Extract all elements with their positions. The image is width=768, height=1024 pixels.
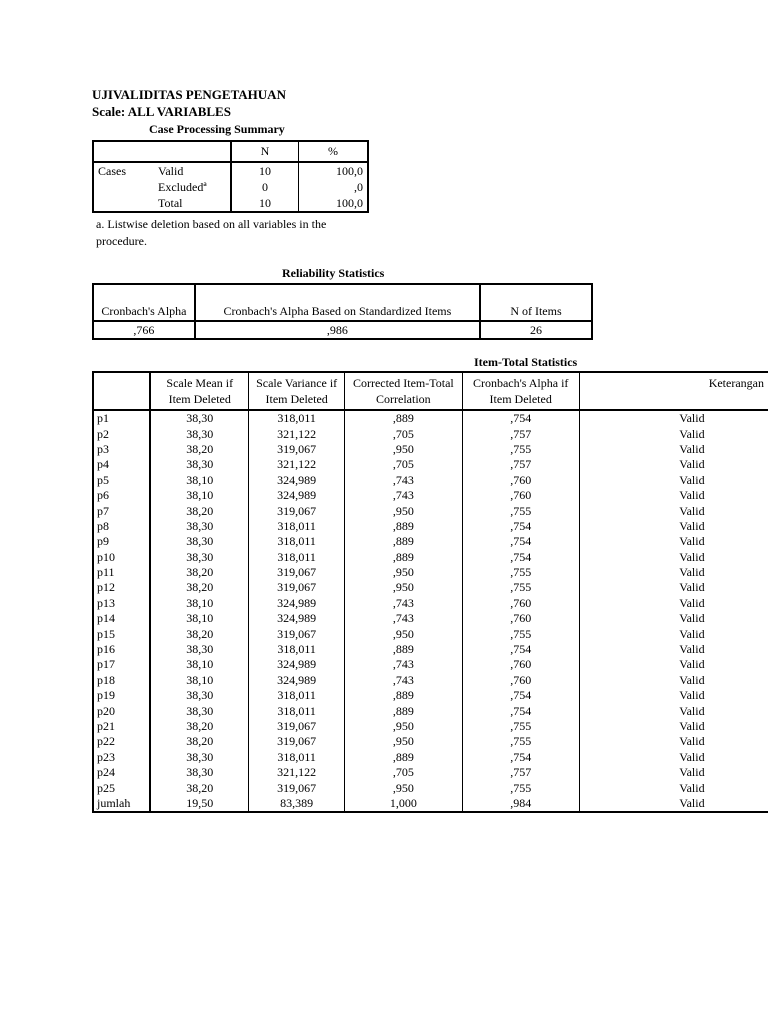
reliability-table — [92, 283, 593, 340]
scale-mean: 38,20 — [150, 580, 248, 595]
corrected-correlation: ,950 — [345, 734, 462, 749]
alpha-if-deleted: ,760 — [462, 473, 579, 488]
header-scale-variance: Scale Variance if Item Deleted — [249, 372, 345, 410]
scale-mean: 38,10 — [150, 488, 248, 503]
scale-heading: Scale: ALL VARIABLES — [92, 104, 231, 119]
alpha-if-deleted: ,754 — [462, 642, 579, 657]
corrected-correlation: ,889 — [345, 550, 462, 565]
scale-variance: 324,989 — [249, 611, 345, 626]
alpha-if-deleted: ,755 — [462, 780, 579, 795]
scale-variance: 318,011 — [249, 534, 345, 549]
keterangan: Valid — [679, 642, 705, 657]
item-label: p5 — [93, 473, 150, 488]
item-label: p2 — [93, 426, 150, 441]
scale-mean: 19,50 — [150, 796, 248, 812]
footnote: a. Listwise deletion based on all variables in the procedure. — [96, 217, 327, 248]
scale-mean: 38,20 — [150, 719, 248, 734]
scale-variance: 321,122 — [249, 457, 345, 472]
scale-mean: 38,20 — [150, 565, 248, 580]
item-label: p12 — [93, 580, 150, 595]
item-label: p9 — [93, 534, 150, 549]
scale-variance: 83,389 — [249, 796, 345, 812]
corrected-correlation: ,950 — [345, 719, 462, 734]
corrected-correlation: ,950 — [345, 780, 462, 795]
table-row — [93, 688, 768, 703]
keterangan: Valid — [679, 688, 705, 703]
table-row — [93, 703, 768, 718]
scale-variance: 324,989 — [249, 596, 345, 611]
table-row — [93, 780, 768, 795]
table-row — [93, 611, 768, 626]
row-n: 10 — [231, 195, 299, 212]
alpha-if-deleted: ,755 — [462, 442, 579, 457]
scale-mean: 38,10 — [150, 673, 248, 688]
item-label: p15 — [93, 626, 150, 641]
scale-variance: 319,067 — [249, 719, 345, 734]
scale-variance: 318,011 — [249, 550, 345, 565]
table-row — [93, 580, 768, 595]
scale-mean: 38,10 — [150, 611, 248, 626]
corrected-correlation: ,889 — [345, 642, 462, 657]
corrected-correlation: ,889 — [345, 703, 462, 718]
corrected-correlation: ,889 — [345, 688, 462, 703]
corrected-correlation: ,950 — [345, 503, 462, 518]
alpha-if-deleted: ,760 — [462, 596, 579, 611]
scale-variance: 318,011 — [249, 688, 345, 703]
item-label: p22 — [93, 734, 150, 749]
alpha-if-deleted: ,984 — [462, 796, 579, 812]
alpha-if-deleted: ,754 — [462, 410, 579, 426]
alpha-value: ,766 — [93, 321, 195, 339]
table-row — [93, 596, 768, 611]
scale-mean: 38,30 — [150, 426, 248, 441]
alpha-if-deleted: ,760 — [462, 657, 579, 672]
scale-mean: 38,30 — [150, 550, 248, 565]
item-label: p13 — [93, 596, 150, 611]
row-label: Valid — [154, 162, 231, 179]
header-alpha-if-deleted: Cronbach's Alpha if Item Deleted — [462, 372, 579, 410]
cases-label: Cases — [98, 163, 126, 178]
keterangan: Valid — [679, 411, 705, 426]
alpha-if-deleted: ,757 — [462, 765, 579, 780]
scale-variance: 318,011 — [249, 519, 345, 534]
row-n: 10 — [231, 162, 299, 179]
keterangan: Valid — [679, 765, 705, 780]
keterangan: Valid — [679, 488, 705, 503]
alpha-if-deleted: ,760 — [462, 488, 579, 503]
alpha-if-deleted: ,755 — [462, 626, 579, 641]
case-processing-title: Case Processing Summary — [149, 122, 285, 136]
keterangan: Valid — [679, 611, 705, 626]
keterangan: Valid — [679, 549, 705, 564]
alpha-if-deleted: ,755 — [462, 580, 579, 595]
keterangan: Valid — [679, 426, 705, 441]
scale-mean: 38,30 — [150, 703, 248, 718]
alpha-if-deleted: ,754 — [462, 519, 579, 534]
item-label: jumlah — [93, 796, 150, 812]
standardized-value: ,986 — [195, 321, 480, 339]
scale-variance: 319,067 — [249, 780, 345, 795]
row-pct: 100,0 — [336, 163, 363, 178]
item-label: p8 — [93, 519, 150, 534]
page-heading: UJIVALIDITAS PENGETAHUAN — [92, 87, 286, 102]
scale-mean: 38,30 — [150, 765, 248, 780]
scale-variance: 319,067 — [249, 734, 345, 749]
corrected-correlation: ,950 — [345, 565, 462, 580]
keterangan: Valid — [679, 703, 705, 718]
table-row — [93, 426, 768, 441]
scale-variance: 324,989 — [249, 488, 345, 503]
table-row — [93, 765, 768, 780]
item-label: p25 — [93, 780, 150, 795]
scale-mean: 38,30 — [150, 519, 248, 534]
alpha-if-deleted: ,755 — [462, 565, 579, 580]
table-row — [93, 410, 768, 426]
scale-variance: 318,011 — [249, 703, 345, 718]
row-label: Total — [154, 195, 231, 212]
corrected-correlation: ,743 — [345, 657, 462, 672]
scale-variance: 318,011 — [249, 642, 345, 657]
alpha-if-deleted: ,757 — [462, 426, 579, 441]
item-label: p18 — [93, 673, 150, 688]
header-corrected-correlation: Corrected Item-Total Correlation — [345, 372, 462, 410]
scale-mean: 38,20 — [150, 503, 248, 518]
keterangan: Valid — [679, 780, 705, 795]
scale-mean: 38,10 — [150, 473, 248, 488]
item-label: p24 — [93, 765, 150, 780]
header-scale-mean: Scale Mean if Item Deleted — [150, 372, 248, 410]
item-label: p4 — [93, 457, 150, 472]
corrected-correlation: ,889 — [345, 534, 462, 549]
alpha-if-deleted: ,754 — [462, 534, 579, 549]
corrected-correlation: ,743 — [345, 596, 462, 611]
item-label: p6 — [93, 488, 150, 503]
corrected-correlation: ,743 — [345, 473, 462, 488]
scale-variance: 319,067 — [249, 580, 345, 595]
item-label: p21 — [93, 719, 150, 734]
row-pct: ,0 — [354, 179, 363, 194]
keterangan: Valid — [679, 565, 705, 580]
corrected-correlation: 1,000 — [345, 796, 462, 812]
row-n: 0 — [231, 179, 299, 195]
keterangan: Valid — [679, 580, 705, 595]
scale-mean: 38,30 — [150, 750, 248, 765]
keterangan: Valid — [679, 518, 705, 533]
keterangan: Valid — [679, 734, 705, 749]
corrected-correlation: ,705 — [345, 426, 462, 441]
corrected-correlation: ,705 — [345, 457, 462, 472]
alpha-if-deleted: ,754 — [462, 703, 579, 718]
keterangan: Valid — [679, 749, 705, 764]
table-row — [93, 488, 768, 503]
alpha-if-deleted: ,755 — [462, 734, 579, 749]
col-pct-header: % — [299, 141, 369, 162]
keterangan: Valid — [679, 472, 705, 487]
table-row — [93, 719, 768, 734]
table-row — [93, 457, 768, 472]
corrected-correlation: ,743 — [345, 673, 462, 688]
header-alpha: Cronbach's Alpha — [93, 284, 195, 321]
alpha-if-deleted: ,754 — [462, 550, 579, 565]
scale-mean: 38,30 — [150, 457, 248, 472]
row-pct: 100,0 — [336, 195, 363, 210]
keterangan: Valid — [679, 795, 705, 810]
n-items-value: 26 — [529, 322, 542, 337]
corrected-correlation: ,743 — [345, 611, 462, 626]
item-label: p1 — [93, 410, 150, 426]
scale-variance: 319,067 — [249, 503, 345, 518]
alpha-if-deleted: ,755 — [462, 503, 579, 518]
scale-mean: 38,20 — [150, 780, 248, 795]
scale-variance: 321,122 — [249, 426, 345, 441]
table-row — [93, 534, 768, 549]
alpha-if-deleted: ,757 — [462, 457, 579, 472]
scale-mean: 38,30 — [150, 642, 248, 657]
case-processing-table — [92, 140, 369, 213]
row-label: Excludedª — [154, 179, 231, 195]
alpha-if-deleted: ,760 — [462, 611, 579, 626]
item-label: p19 — [93, 688, 150, 703]
scale-mean: 38,10 — [150, 596, 248, 611]
scale-variance: 318,011 — [249, 410, 345, 426]
table-row — [93, 750, 768, 765]
item-label: p3 — [93, 442, 150, 457]
item-label: p10 — [93, 550, 150, 565]
keterangan: Valid — [679, 626, 705, 641]
corrected-correlation: ,705 — [345, 765, 462, 780]
header-n-items: N of Items — [480, 284, 592, 321]
scale-variance: 324,989 — [249, 657, 345, 672]
item-label: p7 — [93, 503, 150, 518]
reliability-title: Reliability Statistics — [282, 266, 385, 280]
keterangan: Valid — [679, 672, 705, 687]
scale-mean: 38,20 — [150, 626, 248, 641]
scale-mean: 38,30 — [150, 410, 248, 426]
alpha-if-deleted: ,760 — [462, 673, 579, 688]
table-row — [93, 565, 768, 580]
keterangan: Valid — [679, 503, 705, 518]
corrected-correlation: ,950 — [345, 442, 462, 457]
header-keterangan: Keterangan — [579, 372, 768, 410]
keterangan: Valid — [679, 595, 705, 610]
corrected-correlation: ,950 — [345, 626, 462, 641]
table-row — [93, 642, 768, 657]
corrected-correlation: ,889 — [345, 519, 462, 534]
corrected-correlation: ,743 — [345, 488, 462, 503]
scale-mean: 38,30 — [150, 688, 248, 703]
corrected-correlation: ,889 — [345, 750, 462, 765]
scale-mean: 38,30 — [150, 534, 248, 549]
table-row — [93, 519, 768, 534]
table-row — [93, 734, 768, 749]
scale-variance: 324,989 — [249, 473, 345, 488]
item-label: p17 — [93, 657, 150, 672]
item-label: p16 — [93, 642, 150, 657]
keterangan: Valid — [679, 719, 705, 733]
item-label: p20 — [93, 703, 150, 718]
keterangan: Valid — [679, 657, 705, 672]
scale-mean: 38,20 — [150, 734, 248, 749]
keterangan: Valid — [679, 457, 705, 472]
item-label: p11 — [93, 565, 150, 580]
keterangan: Valid — [679, 441, 705, 456]
scale-variance: 321,122 — [249, 765, 345, 780]
scale-variance: 318,011 — [249, 750, 345, 765]
alpha-if-deleted: ,754 — [462, 750, 579, 765]
table-row — [93, 442, 768, 457]
table-row — [93, 657, 768, 672]
table-row — [93, 626, 768, 641]
table-row — [93, 503, 768, 518]
table-row — [93, 796, 768, 812]
table-row — [93, 473, 768, 488]
col-n-header: N — [231, 141, 299, 162]
corrected-correlation: ,950 — [345, 580, 462, 595]
scale-variance: 324,989 — [249, 673, 345, 688]
scale-variance: 319,067 — [249, 626, 345, 641]
item-total-table — [92, 371, 768, 813]
table-row — [93, 550, 768, 565]
scale-variance: 319,067 — [249, 565, 345, 580]
alpha-if-deleted: ,754 — [462, 688, 579, 703]
item-label: p14 — [93, 611, 150, 626]
alpha-if-deleted: ,755 — [462, 719, 579, 734]
item-label: p23 — [93, 750, 150, 765]
scale-variance: 319,067 — [249, 442, 345, 457]
scale-mean: 38,10 — [150, 657, 248, 672]
header-standardized: Cronbach's Alpha Based on Standardized Items — [195, 284, 480, 321]
scale-mean: 38,20 — [150, 442, 248, 457]
table-row — [93, 673, 768, 688]
corrected-correlation: ,889 — [345, 410, 462, 426]
keterangan: Valid — [679, 534, 705, 549]
item-total-title: Item-Total Statistics — [474, 355, 578, 369]
